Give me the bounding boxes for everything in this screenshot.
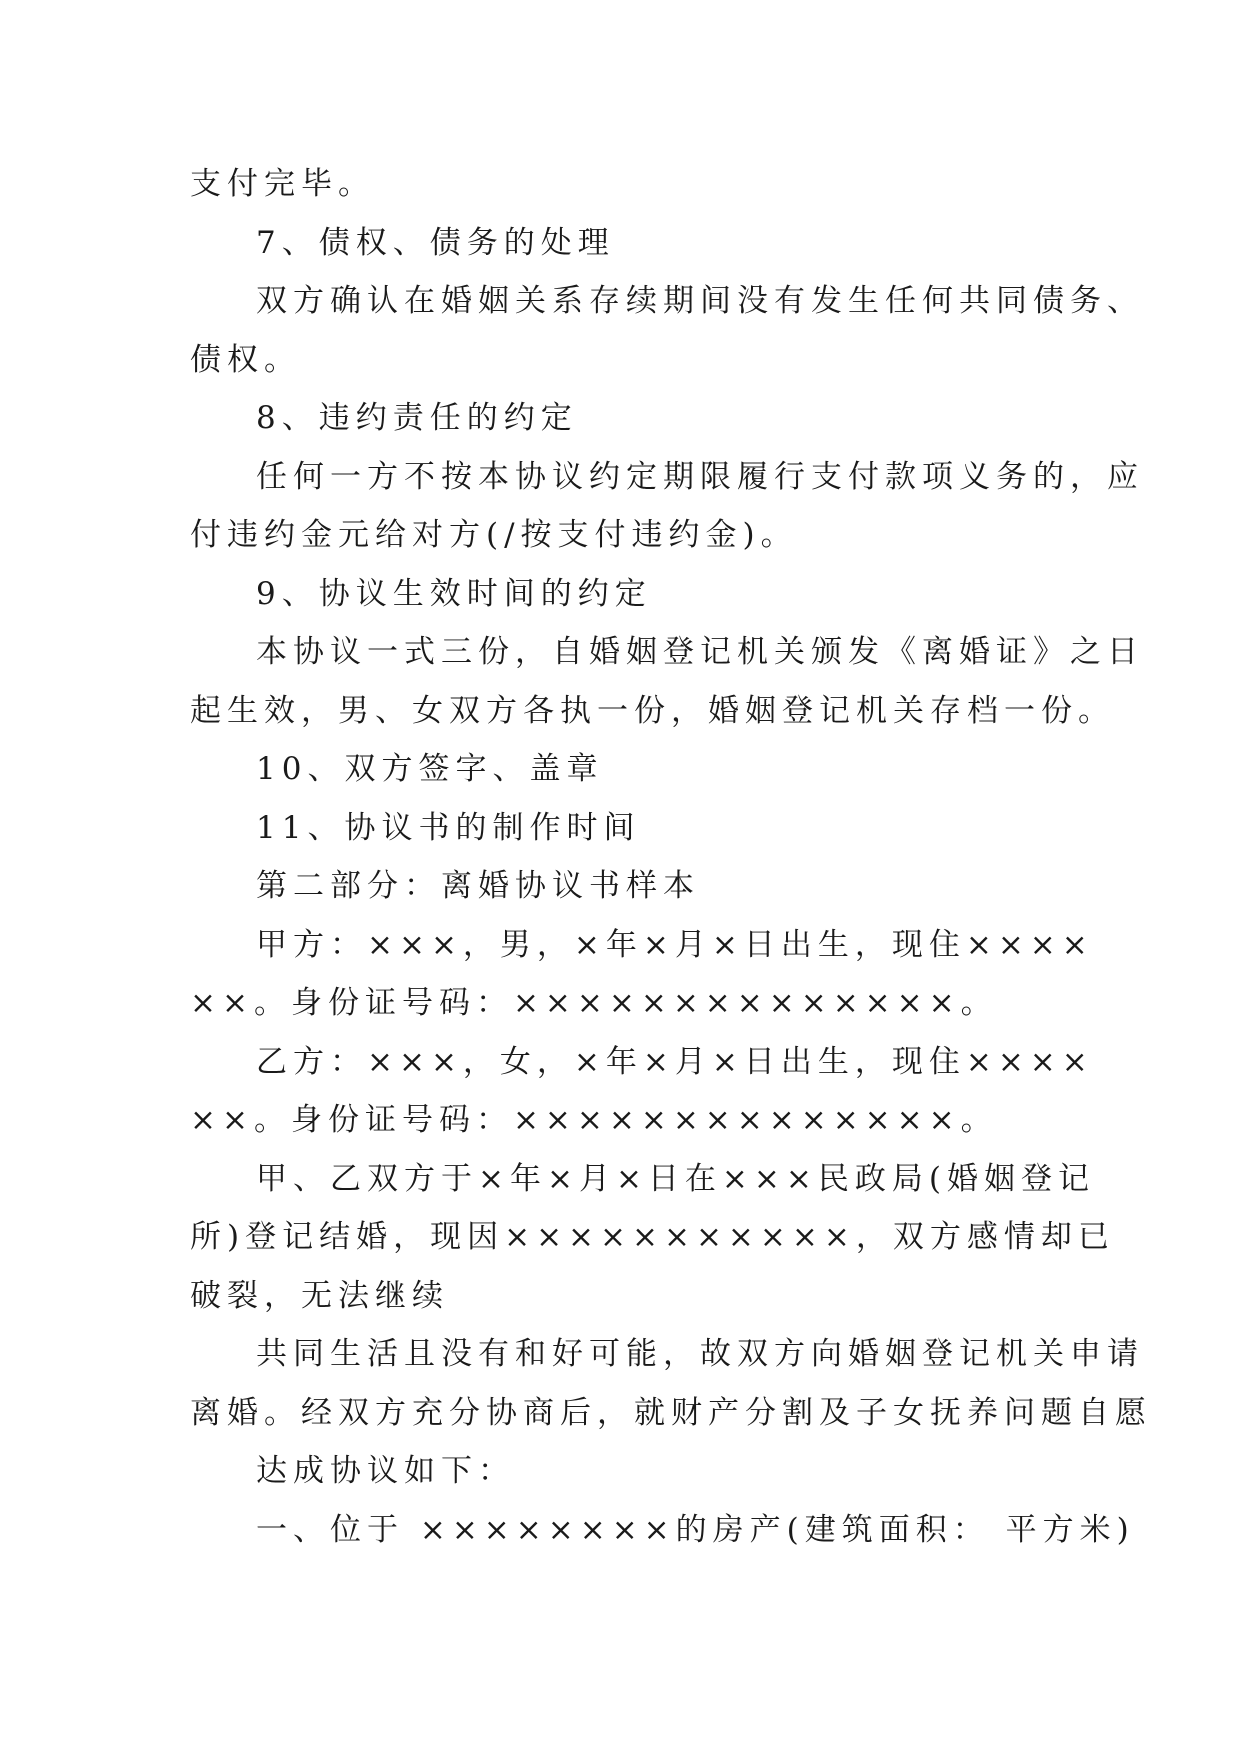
text-line: 任何一方不按本协议约定期限履行支付款项义务的，应 <box>256 458 1144 495</box>
text-line: 11、协议书的制作时间 <box>256 809 641 846</box>
text-line: 达成协议如下： <box>256 1453 515 1489</box>
text-line: 离婚。经双方充分协商后，就财产分割及子女抚养问题自愿 <box>190 1394 1152 1431</box>
text-line: ××。身份证号码：××××××××××××××。 <box>190 985 998 1021</box>
text-line: 本协议一式三份，自婚姻登记机关颁发《离婚证》之日 <box>256 634 1144 670</box>
text-line: 乙方：×××，女，×年×月×日出生，现住×××× <box>256 1043 1094 1080</box>
text-line: 甲方：×××，男，×年×月×日出生，现住×××× <box>256 926 1094 963</box>
text-line: 起生效，男、女双方各执一份，婚姻登记机关存档一份。 <box>190 692 1115 729</box>
text-line: 双方确认在婚姻关系存续期间没有发生任何共同债务、 <box>256 283 1144 319</box>
text-line: 一、位于 ××××××××的房产(建筑面积： 平方米) <box>256 1511 1135 1548</box>
text-line: 10、双方签字、盖章 <box>256 751 604 787</box>
text-line: 7、债权、债务的处理 <box>256 224 615 261</box>
text-line: 所)登记结婚，现因×××××××××××，双方感情却已 <box>190 1219 1115 1255</box>
text-line: 共同生活且没有和好可能，故双方向婚姻登记机关申请 <box>256 1336 1144 1372</box>
text-line: 债权。 <box>190 341 301 378</box>
text-line: 第二部分：离婚协议书样本 <box>256 868 700 904</box>
text-line: 甲、乙双方于×年×月×日在×××民政局(婚姻登记 <box>256 1160 1095 1197</box>
text-line: 8、违约责任的约定 <box>256 400 578 436</box>
document-body <box>190 155 1152 1559</box>
text-line: 9、协议生效时间的约定 <box>256 575 652 612</box>
text-line: 付违约金元给对方(/按支付违约金)。 <box>190 517 798 553</box>
text-line: 支付完毕。 <box>190 166 375 202</box>
text-line: ××。身份证号码：××××××××××××××。 <box>190 1102 998 1138</box>
text-line: 破裂，无法继续 <box>190 1277 449 1314</box>
